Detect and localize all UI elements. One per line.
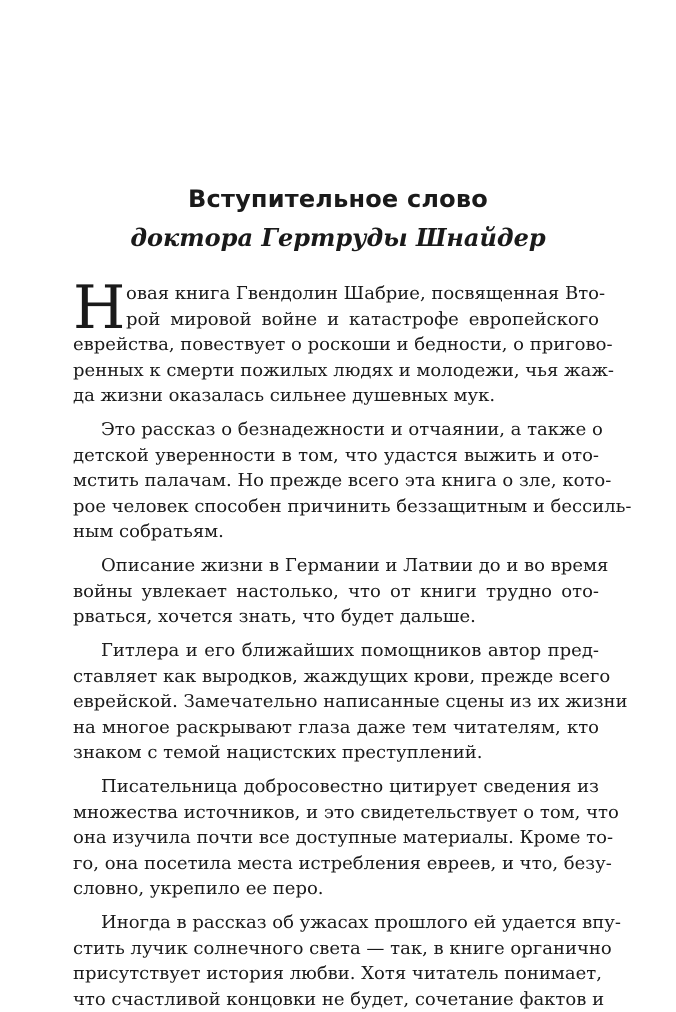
text-line: она изучила почти все доступные материалы. Кроме то- [73, 825, 599, 851]
text-line: рваться, хочется знать, что будет дальше. [73, 604, 599, 630]
text-line: ным собратьям. [73, 519, 599, 545]
text-line: войны увлекает настолько, что от книги трудно ото- [73, 579, 599, 605]
text-line: на многое раскрывают глаза даже тем читателям, кто [73, 715, 599, 741]
paragraph-5 [73, 774, 599, 902]
text-line: овая книга Гвендолин Шабрие, посвященная Вто- [73, 281, 599, 307]
paragraph-3 [73, 553, 599, 630]
paragraph-1 [73, 281, 599, 409]
text-line: рое человек способен причинить беззащитным и бессиль- [73, 494, 599, 520]
text-line: Описание жизни в Германии и Латвии до и во время [73, 553, 599, 579]
paragraph-6 [73, 910, 599, 1012]
text-line: стить лучик солнечного света — так, в книге органично [73, 936, 599, 962]
paragraph-4 [73, 638, 599, 766]
chapter-title: Вступительное слово [0, 185, 676, 213]
text-line: еврейства, повествует о роскоши и бедности, о пригово- [73, 332, 599, 358]
text-line: еврейской. Замечательно написанные сцены из их жизни [73, 689, 599, 715]
text-line: рой мировой войне и катастрофе европейского [73, 307, 599, 333]
text-line: да жизни оказалась сильнее душевных мук. [73, 383, 599, 409]
text-line: мстить палачам. Но прежде всего эта книга о зле, кото- [73, 468, 599, 494]
text-line: детской уверенности в том, что удастся выжить и ото- [73, 443, 599, 469]
chapter-subtitle: доктора Гертруды Шнайдер [0, 223, 676, 252]
text-line: множества источников, и это свидетельствует о том, что [73, 800, 599, 826]
paragraph-2 [73, 417, 599, 545]
drop-cap: Н [73, 278, 124, 338]
text-line: ренных к смерти пожилых людях и молодежи, чья жаж- [73, 358, 599, 384]
text-line: словно, укрепило ее перо. [73, 876, 599, 902]
text-line: Иногда в рассказ об ужасах прошлого ей удается впу- [73, 910, 599, 936]
text-line: знаком с темой нацистских преступлений. [73, 740, 599, 766]
text-line: Гитлера и его ближайших помощников автор пред- [73, 638, 599, 664]
text-line: Писательница добросовестно цитирует сведения из [73, 774, 599, 800]
text-line: ставляет как выродков, жаждущих крови, прежде всего [73, 664, 599, 690]
text-line: что счастливой концовки не будет, сочетание фактов и [73, 987, 599, 1012]
text-line: Это рассказ о безнадежности и отчаянии, а также о [73, 417, 599, 443]
text-line: го, она посетила места истребления евреев, и что, безу- [73, 851, 599, 877]
body-text [73, 281, 599, 1012]
text-line: присутствует история любви. Хотя читатель понимает, [73, 961, 599, 987]
